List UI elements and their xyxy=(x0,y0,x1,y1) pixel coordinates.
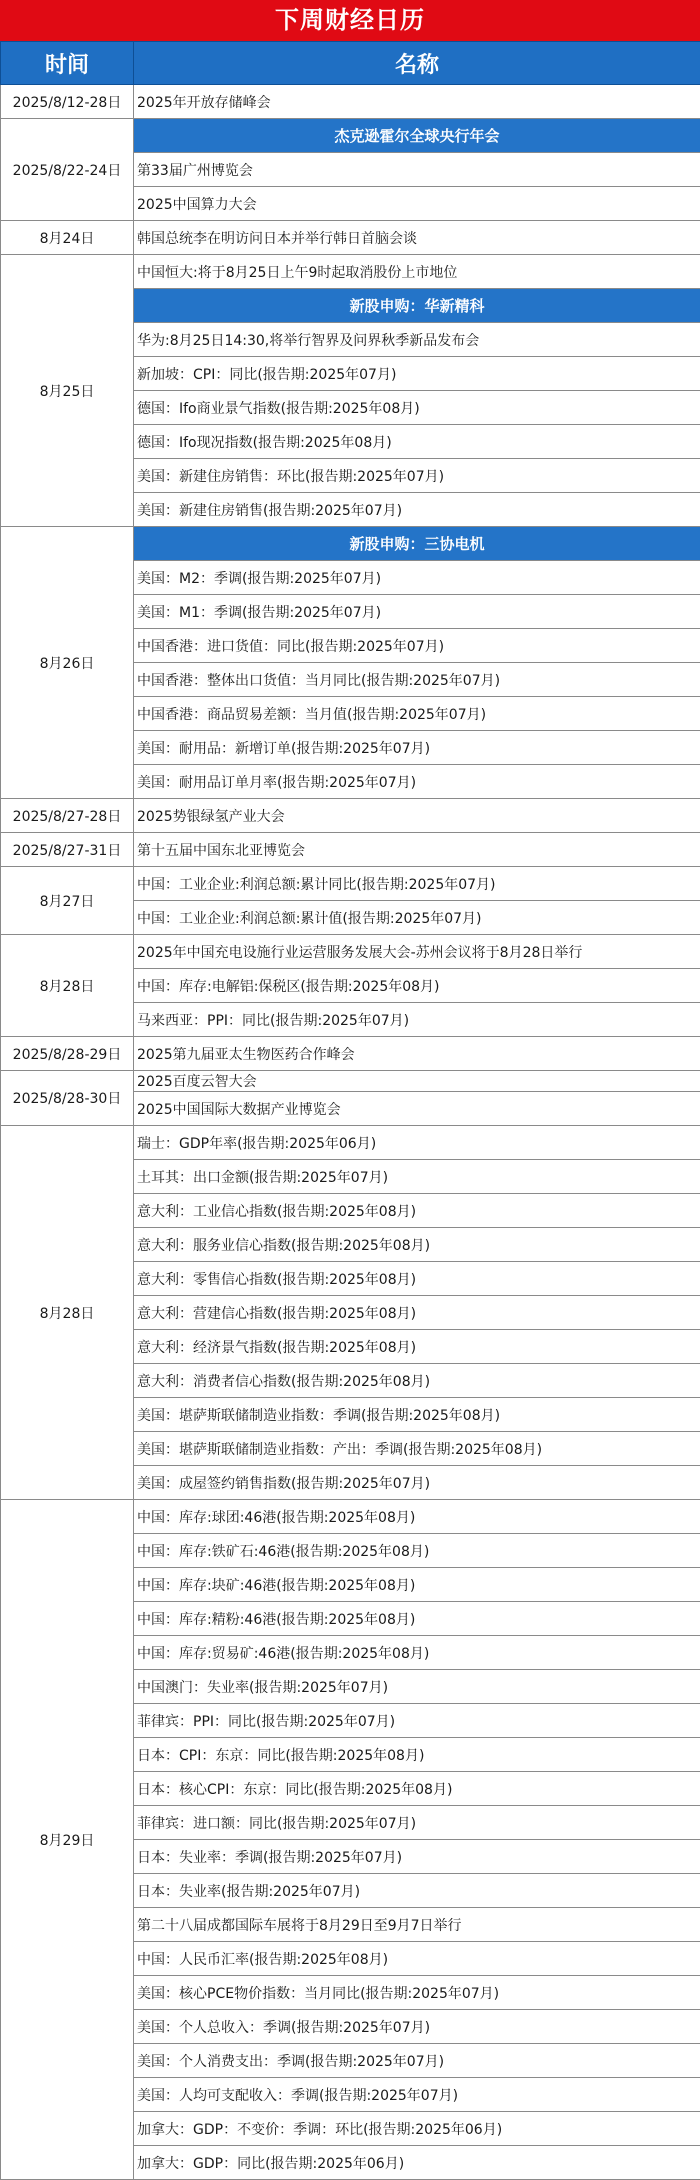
event-name: 中国香港：进口货值：同比(报告期:2025年07月) xyxy=(134,629,700,663)
event-name: 意大利：零售信心指数(报告期:2025年08月) xyxy=(134,1262,700,1296)
event-name: 中国：库存:球团:46港(报告期:2025年08月) xyxy=(134,1500,700,1534)
event-name: 瑞士：GDP年率(报告期:2025年06月) xyxy=(134,1126,700,1160)
table-row xyxy=(1,1126,700,1160)
event-name: 韩国总统李在明访问日本并举行韩日首脑会谈 xyxy=(134,221,700,255)
event-name: 美国：堪萨斯联储制造业指数：季调(报告期:2025年08月) xyxy=(134,1398,700,1432)
highlight-event: 新股申购：华新精科 xyxy=(134,289,700,323)
table-row xyxy=(1,527,700,561)
event-name: 菲律宾：进口额：同比(报告期:2025年07月) xyxy=(134,1806,700,1840)
table-row xyxy=(1,833,700,867)
event-name: 中国：库存:块矿:46港(报告期:2025年08月) xyxy=(134,1568,700,1602)
event-name: 日本：失业率：季调(报告期:2025年07月) xyxy=(134,1840,700,1874)
event-name: 中国：工业企业:利润总额:累计值(报告期:2025年07月) xyxy=(134,901,700,935)
event-name: 第33届广州博览会 xyxy=(134,153,700,187)
table-row xyxy=(1,1071,700,1092)
event-name: 美国：耐用品订单月率(报告期:2025年07月) xyxy=(134,765,700,799)
event-name: 2025中国算力大会 xyxy=(134,187,700,221)
table-row xyxy=(1,867,700,901)
event-date: 2025/8/12-28日 xyxy=(1,85,134,119)
column-header-name: 名称 xyxy=(134,42,700,85)
event-date: 8月25日 xyxy=(1,255,134,527)
event-name: 华为:8月25日14:30,将举行智界及问界秋季新品发布会 xyxy=(134,323,700,357)
event-name: 中国：库存:铁矿石:46港(报告期:2025年08月) xyxy=(134,1534,700,1568)
event-name: 美国：新建住房销售：环比(报告期:2025年07月) xyxy=(134,459,700,493)
event-name: 美国：人均可支配收入：季调(报告期:2025年07月) xyxy=(134,2078,700,2112)
calendar-table xyxy=(0,41,700,2180)
table-row xyxy=(1,799,700,833)
event-name: 美国：堪萨斯联储制造业指数：产出：季调(报告期:2025年08月) xyxy=(134,1432,700,1466)
event-name: 美国：耐用品：新增订单(报告期:2025年07月) xyxy=(134,731,700,765)
event-name: 新加坡：CPI：同比(报告期:2025年07月) xyxy=(134,357,700,391)
table-row xyxy=(1,1037,700,1071)
event-name: 2025百度云智大会 xyxy=(134,1071,700,1092)
event-name: 美国：个人消费支出：季调(报告期:2025年07月) xyxy=(134,2044,700,2078)
event-name: 中国澳门：失业率(报告期:2025年07月) xyxy=(134,1670,700,1704)
table-row xyxy=(1,255,700,289)
event-name: 意大利：消费者信心指数(报告期:2025年08月) xyxy=(134,1364,700,1398)
highlight-event: 杰克逊霍尔全球央行年会 xyxy=(134,119,700,153)
calendar-body xyxy=(1,85,700,2180)
table-header-row xyxy=(1,42,700,85)
event-name: 2025第九届亚太生物医药合作峰会 xyxy=(134,1037,700,1071)
event-name: 美国：新建住房销售(报告期:2025年07月) xyxy=(134,493,700,527)
event-name: 2025中国国际大数据产业博览会 xyxy=(134,1092,700,1126)
event-name: 加拿大：GDP：不变价：季调：环比(报告期:2025年06月) xyxy=(134,2112,700,2146)
event-name: 中国：库存:电解铝:保税区(报告期:2025年08月) xyxy=(134,969,700,1003)
event-date: 8月29日 xyxy=(1,1500,134,2180)
event-name: 中国：人民币汇率(报告期:2025年08月) xyxy=(134,1942,700,1976)
event-date: 8月26日 xyxy=(1,527,134,799)
table-row xyxy=(1,85,700,119)
event-date: 8月28日 xyxy=(1,935,134,1037)
event-date: 2025/8/27-31日 xyxy=(1,833,134,867)
page-title: 下周财经日历 xyxy=(0,0,700,41)
event-date: 2025/8/22-24日 xyxy=(1,119,134,221)
table-row xyxy=(1,119,700,153)
event-name: 菲律宾：PPI：同比(报告期:2025年07月) xyxy=(134,1704,700,1738)
highlight-event: 新股申购：三协电机 xyxy=(134,527,700,561)
event-name: 美国：M1：季调(报告期:2025年07月) xyxy=(134,595,700,629)
event-name: 中国香港：整体出口货值：当月同比(报告期:2025年07月) xyxy=(134,663,700,697)
table-row xyxy=(1,1500,700,1534)
event-name: 意大利：经济景气指数(报告期:2025年08月) xyxy=(134,1330,700,1364)
event-date: 2025/8/28-30日 xyxy=(1,1071,134,1126)
table-row xyxy=(1,935,700,969)
event-name: 第十五届中国东北亚博览会 xyxy=(134,833,700,867)
event-name: 2025年中国充电设施行业运营服务发展大会-苏州会议将于8月28日举行 xyxy=(134,935,700,969)
event-name: 中国恒大:将于8月25日上午9时起取消股份上市地位 xyxy=(134,255,700,289)
event-name: 日本：核心CPI：东京：同比(报告期:2025年08月) xyxy=(134,1772,700,1806)
event-name: 2025势银绿氢产业大会 xyxy=(134,799,700,833)
event-name: 德国：Ifo现况指数(报告期:2025年08月) xyxy=(134,425,700,459)
event-name: 土耳其：出口金额(报告期:2025年07月) xyxy=(134,1160,700,1194)
column-header-time: 时间 xyxy=(1,42,134,85)
event-name: 美国：个人总收入：季调(报告期:2025年07月) xyxy=(134,2010,700,2044)
event-name: 2025年开放存储峰会 xyxy=(134,85,700,119)
event-date: 8月24日 xyxy=(1,221,134,255)
event-name: 中国：库存:贸易矿:46港(报告期:2025年08月) xyxy=(134,1636,700,1670)
event-name: 中国香港：商品贸易差额：当月值(报告期:2025年07月) xyxy=(134,697,700,731)
event-name: 德国：Ifo商业景气指数(报告期:2025年08月) xyxy=(134,391,700,425)
event-date: 8月28日 xyxy=(1,1126,134,1500)
event-name: 美国：核心PCE物价指数：当月同比(报告期:2025年07月) xyxy=(134,1976,700,2010)
event-name: 中国：库存:精粉:46港(报告期:2025年08月) xyxy=(134,1602,700,1636)
event-name: 中国：工业企业:利润总额:累计同比(报告期:2025年07月) xyxy=(134,867,700,901)
event-name: 意大利：服务业信心指数(报告期:2025年08月) xyxy=(134,1228,700,1262)
event-name: 日本：CPI：东京：同比(报告期:2025年08月) xyxy=(134,1738,700,1772)
event-name: 美国：成屋签约销售指数(报告期:2025年07月) xyxy=(134,1466,700,1500)
event-date: 2025/8/28-29日 xyxy=(1,1037,134,1071)
event-date: 8月27日 xyxy=(1,867,134,935)
table-row xyxy=(1,221,700,255)
event-name: 加拿大：GDP：同比(报告期:2025年06月) xyxy=(134,2146,700,2180)
event-name: 意大利：营建信心指数(报告期:2025年08月) xyxy=(134,1296,700,1330)
event-date: 2025/8/27-28日 xyxy=(1,799,134,833)
event-name: 美国：M2：季调(报告期:2025年07月) xyxy=(134,561,700,595)
event-name: 意大利：工业信心指数(报告期:2025年08月) xyxy=(134,1194,700,1228)
event-name: 第二十八届成都国际车展将于8月29日至9月7日举行 xyxy=(134,1908,700,1942)
event-name: 马来西亚：PPI：同比(报告期:2025年07月) xyxy=(134,1003,700,1037)
event-name: 日本：失业率(报告期:2025年07月) xyxy=(134,1874,700,1908)
